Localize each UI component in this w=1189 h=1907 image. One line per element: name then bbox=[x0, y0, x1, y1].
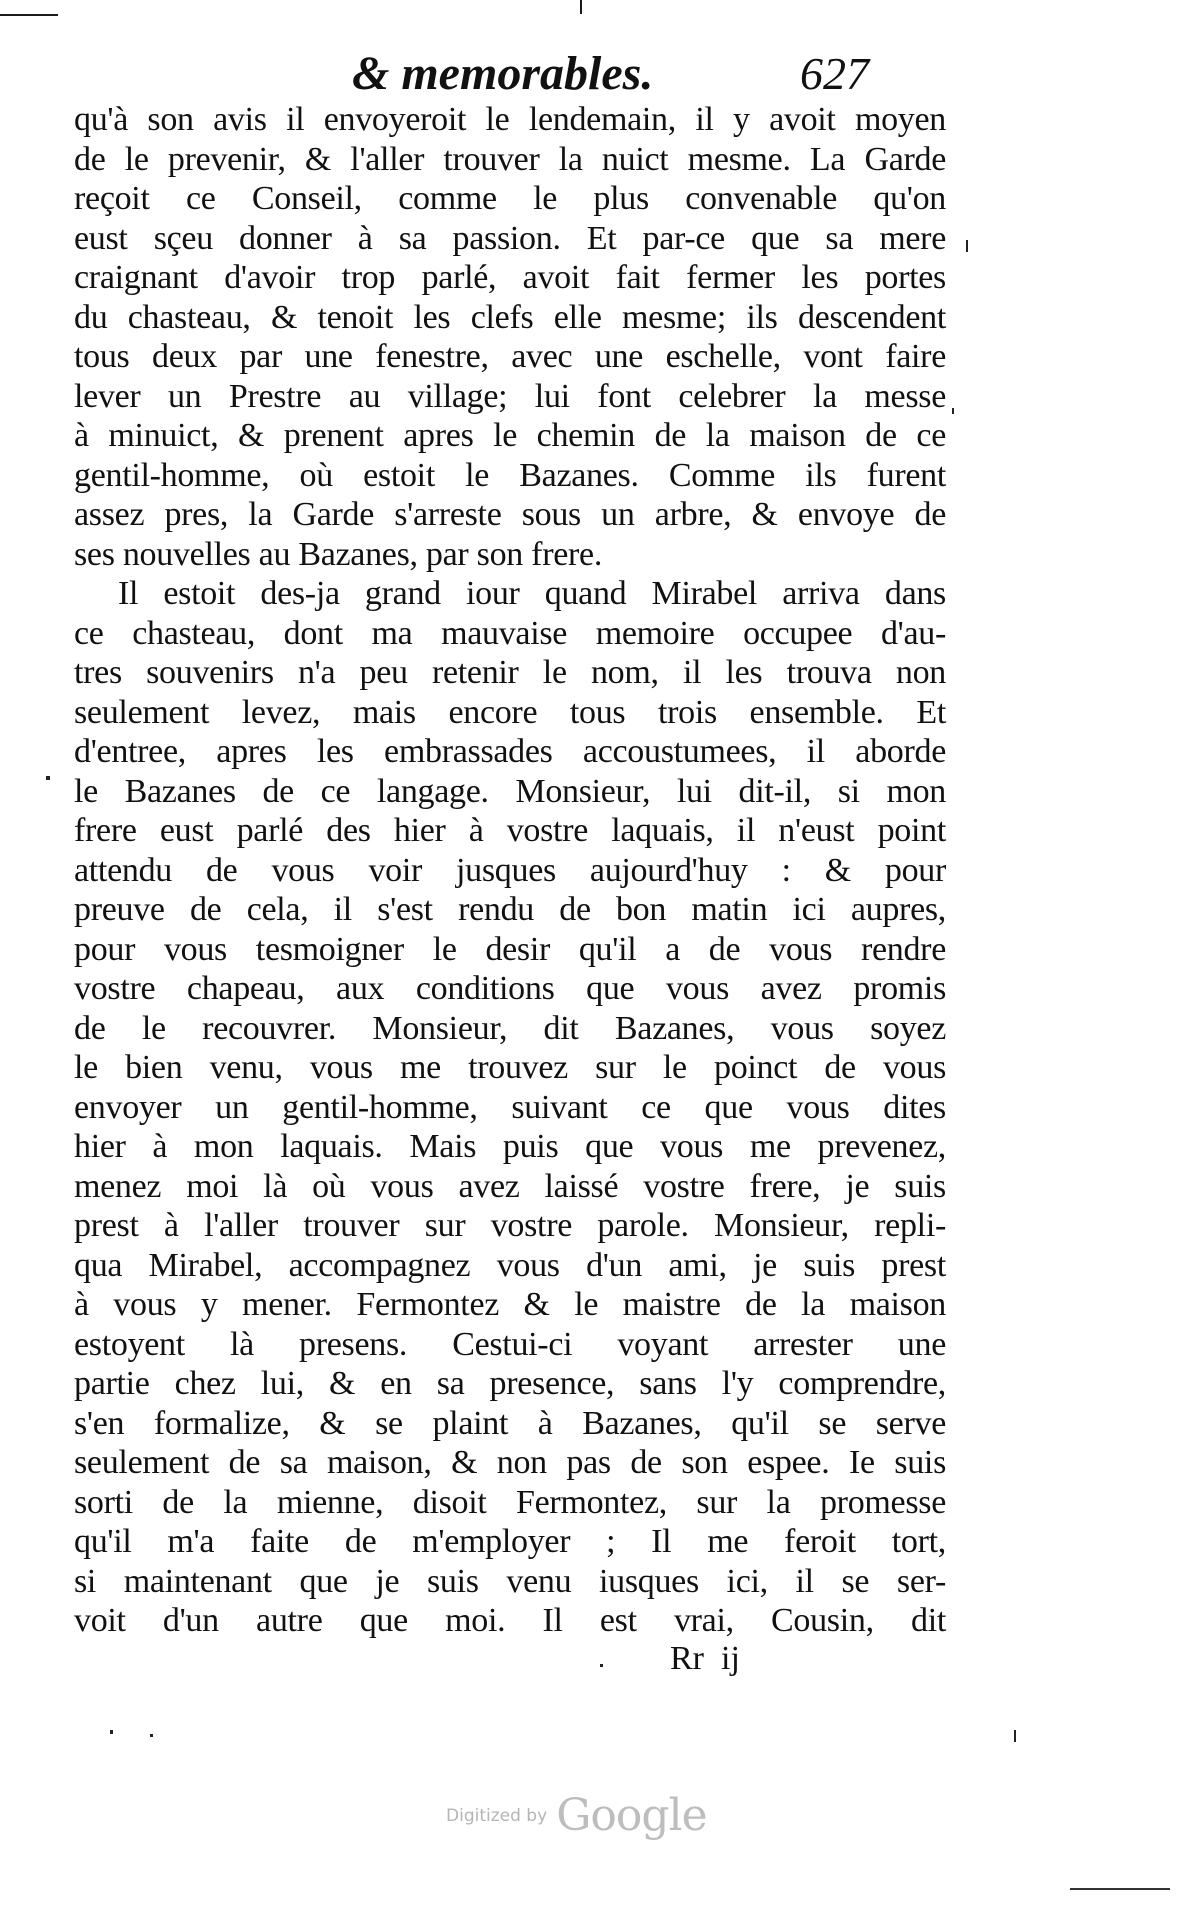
text-line: assez pres, la Garde s'arreste sous un arbre, & envoye de bbox=[74, 496, 946, 533]
text-line: s'en formalize, & se plaint à Bazanes, qu'il se serve bbox=[74, 1404, 946, 1442]
text-line: de le prevenir, & l'aller trouver la nuict mesme. La Garde bbox=[74, 140, 946, 178]
scan-edge-tick bbox=[580, 0, 582, 14]
body-text bbox=[74, 100, 946, 1641]
text-line: qu'à son avis il envoyeroit le lendemain, il y avoit moyen bbox=[74, 101, 946, 138]
text-line: qu'il m'a faite de m'employer ; Il me feroit tort, bbox=[74, 1523, 946, 1560]
signature-mark: Rr ij bbox=[670, 1640, 740, 1677]
ink-speck bbox=[1014, 1730, 1016, 1742]
text-line: gentil-homme, où estoit le Bazanes. Comme ils furent bbox=[74, 456, 946, 494]
text-line: le bien venu, vous me trouvez sur le poinct de vous bbox=[74, 1049, 946, 1086]
ink-speck bbox=[966, 240, 968, 252]
paragraph-end-line: ses nouvelles au Bazanes, par son frere. bbox=[74, 535, 603, 573]
text-line: attendu de vous voir jusques aujourd'huy : & pour bbox=[74, 851, 946, 889]
google-logo: Google bbox=[556, 1790, 707, 1841]
text-line: vostre chapeau, aux conditions que vous avez promis bbox=[74, 970, 946, 1007]
text-line: tous deux par une fenestre, avec une eschelle, vont faire bbox=[74, 338, 946, 375]
ink-speck bbox=[110, 1730, 113, 1734]
text-line: seulement de sa maison, & non pas de son espee. Ie suis bbox=[74, 1444, 946, 1481]
text-line: à minuict, & prenent apres le chemin de la maison de ce bbox=[74, 417, 946, 454]
text-line: lever un Prestre au village; lui font celebrer la messe bbox=[74, 377, 946, 415]
text-line: à vous y mener. Fermontez & le maistre de la maison bbox=[74, 1286, 946, 1323]
ink-speck bbox=[600, 1664, 603, 1667]
text-line: partie chez lui, & en sa presence, sans l'y comprendre, bbox=[74, 1365, 946, 1402]
text-line: tres souvenirs n'a peu retenir le nom, il les trouva non bbox=[74, 654, 946, 691]
text-line: envoyer un gentil-homme, suivant ce que vous dites bbox=[74, 1088, 946, 1126]
text-line: qua Mirabel, accompagnez vous d'un ami, je suis prest bbox=[74, 1246, 946, 1284]
text-line: voit d'un autre que moi. Il est vrai, Cousin, dit bbox=[74, 1602, 946, 1639]
text-line: si maintenant que je suis venu iusques ici, il se ser- bbox=[74, 1562, 946, 1600]
text-line: sorti de la mienne, disoit Fermontez, sur la promesse bbox=[74, 1483, 946, 1521]
text-line: frere eust parlé des hier à vostre laquais, il n'eust point bbox=[74, 812, 946, 849]
text-line: d'entree, apres les embrassades accoustumees, il aborde bbox=[74, 733, 946, 770]
text-line: prest à l'aller trouver sur vostre parole. Monsieur, repli- bbox=[74, 1207, 946, 1244]
digitized-by-label: Digitized by bbox=[446, 1805, 548, 1826]
google-watermark bbox=[446, 1790, 707, 1860]
text-line: hier à mon laquais. Mais puis que vous me prevenez, bbox=[74, 1128, 946, 1165]
ink-speck bbox=[46, 776, 50, 780]
text-line: craignant d'avoir trop parlé, avoit fait fermer les portes bbox=[74, 259, 946, 296]
scan-edge-rule-bottom bbox=[1070, 1888, 1170, 1890]
text-line: eust sçeu donner à sa passion. Et par-ce que sa mere bbox=[74, 219, 946, 257]
text-line: seulement levez, mais encore tous trois ensemble. Et bbox=[74, 693, 946, 731]
page-number: 627 bbox=[800, 48, 869, 99]
text-line: de le recouvrer. Monsieur, dit Bazanes, vous soyez bbox=[74, 1009, 946, 1047]
text-line: du chasteau, & tenoit les clefs elle mesme; ils descendent bbox=[74, 298, 946, 336]
ink-speck bbox=[150, 1734, 153, 1737]
page-header bbox=[60, 44, 940, 104]
text-line: le Bazanes de ce langage. Monsieur, lui dit-il, si mon bbox=[74, 772, 946, 810]
paragraph-start-line: Il estoit des-ja grand iour quand Mirabel arriva dans bbox=[118, 575, 946, 612]
scan-edge-rule bbox=[0, 14, 58, 16]
ink-speck bbox=[952, 408, 954, 414]
text-line: reçoit ce Conseil, comme le plus convenable qu'on bbox=[74, 180, 946, 217]
running-head: & memorables. bbox=[352, 47, 654, 100]
text-line: menez moi là où vous avez laissé vostre frere, je suis bbox=[74, 1167, 946, 1205]
text-line: preuve de cela, il s'est rendu de bon matin ici aupres, bbox=[74, 891, 946, 928]
text-line: ce chasteau, dont ma mauvaise memoire occupee d'au- bbox=[74, 614, 946, 652]
text-line: pour vous tesmoigner le desir qu'il a de vous rendre bbox=[74, 930, 946, 968]
text-line: estoyent là presens. Cestui-ci voyant arrester une bbox=[74, 1325, 946, 1363]
